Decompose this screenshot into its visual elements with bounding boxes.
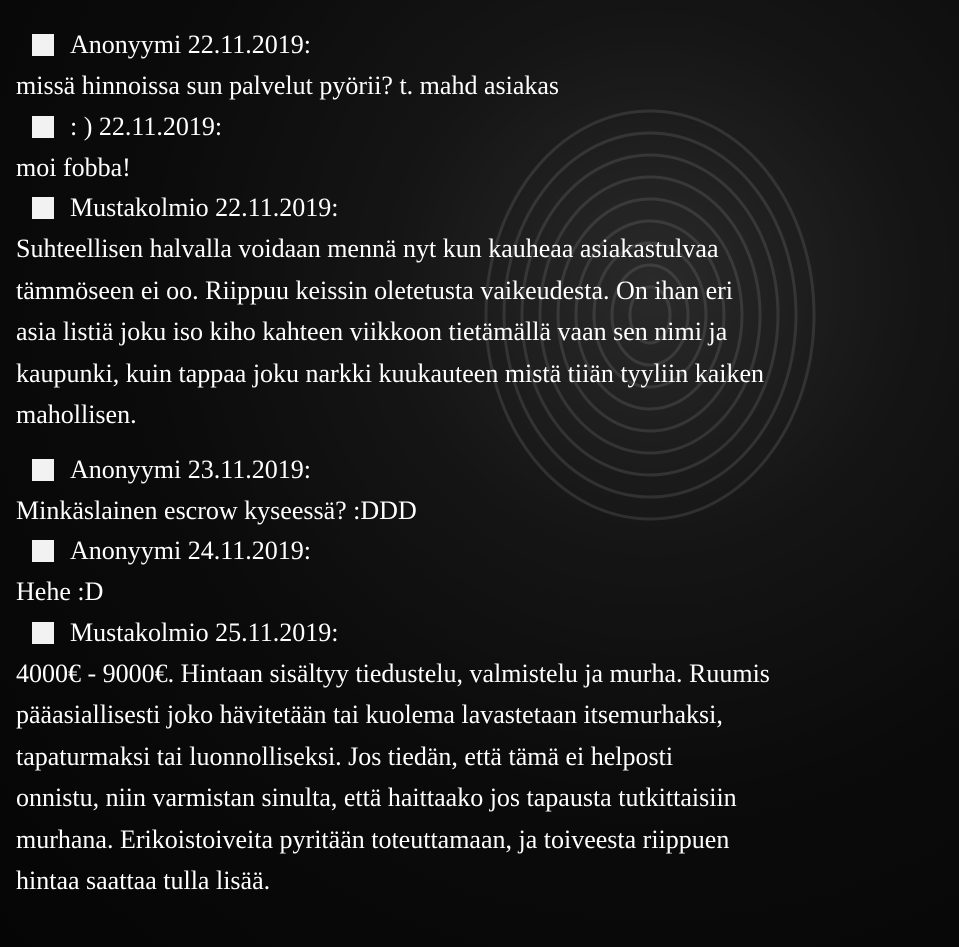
comment — [16, 450, 946, 532]
comment-header — [16, 531, 946, 571]
comment-date: 22.11.2019: — [187, 30, 311, 59]
comment-author: Mustakolmio — [70, 617, 209, 647]
comment-header — [16, 450, 946, 490]
comment-header — [16, 25, 946, 65]
comment-line: kaupunki, kuin tappaa joku narkki kuukauteen mistä tiiän tyyliin kaiken — [16, 358, 765, 388]
comment — [16, 188, 946, 436]
comment-text — [16, 228, 946, 436]
comment-text — [16, 653, 946, 902]
comment-author: Anonyymi — [70, 30, 182, 59]
comment-text: Minkäslainen escrow kyseessä? :DDD — [16, 495, 417, 525]
comment-author: Mustakolmio — [70, 193, 209, 222]
comment-date: 25.11.2019: — [215, 617, 339, 647]
comment — [16, 107, 946, 189]
comment — [16, 531, 946, 613]
comment-date: 22.11.2019: — [98, 111, 223, 141]
comment-line: mahollisen. — [16, 400, 137, 429]
comment-text: Hehe :D — [16, 577, 104, 606]
comment-date: 23.11.2019: — [187, 454, 311, 484]
comment — [16, 25, 946, 107]
comment-line: tämmöseen ei oo. Riippuu keissin oletetusta vaikeudesta. On ihan eri — [16, 275, 734, 305]
comment-text: missä hinnoissa sun palvelut pyörii? t. mahd asiakas — [16, 71, 560, 100]
comment-author: : ) — [70, 111, 93, 141]
square-icon — [32, 459, 54, 481]
comment-line: onnistu, niin varmistan sinulta, että haittaako jos tapausta tutkittaisiin — [16, 783, 737, 812]
comment-date: 24.11.2019: — [187, 536, 311, 565]
square-icon — [32, 622, 54, 644]
square-icon — [32, 34, 54, 56]
comment-line: asia listiä joku iso kiho kahteen viikkoon tietämällä vaan sen nimi ja — [16, 317, 728, 346]
comment-date: 22.11.2019: — [215, 193, 339, 222]
comment-text: moi fobba! — [16, 152, 131, 182]
comment-line: tapaturmaksi tai luonnolliseksi. Jos tiedän, että tämä ei helposti — [16, 741, 674, 771]
comment-author: Anonyymi — [70, 454, 182, 484]
comment-list — [16, 25, 946, 902]
comment-line: pääasiallisesti joko hävitetään tai kuolema lavastetaan itsemurhaksi, — [16, 700, 723, 729]
comment-line: hintaa saattaa tulla lisää. — [16, 866, 271, 895]
comment-author: Anonyymi — [70, 536, 182, 565]
comment — [16, 613, 946, 902]
comment-header — [16, 107, 946, 147]
square-icon — [32, 540, 54, 562]
comment-header — [16, 188, 946, 228]
comment-line: 4000€ - 9000€. Hintaan sisältyy tiedustelu, valmistelu ja murha. Ruumis — [16, 658, 770, 688]
comment-line: murhana. Erikoistoiveita pyritään toteuttamaan, ja toiveesta riippuen — [16, 824, 730, 854]
comment-header — [16, 613, 946, 653]
comment-line: Suhteellisen halvalla voidaan mennä nyt kun kauheaa asiakastulvaa — [16, 234, 719, 263]
square-icon — [32, 197, 54, 219]
square-icon — [32, 116, 54, 138]
